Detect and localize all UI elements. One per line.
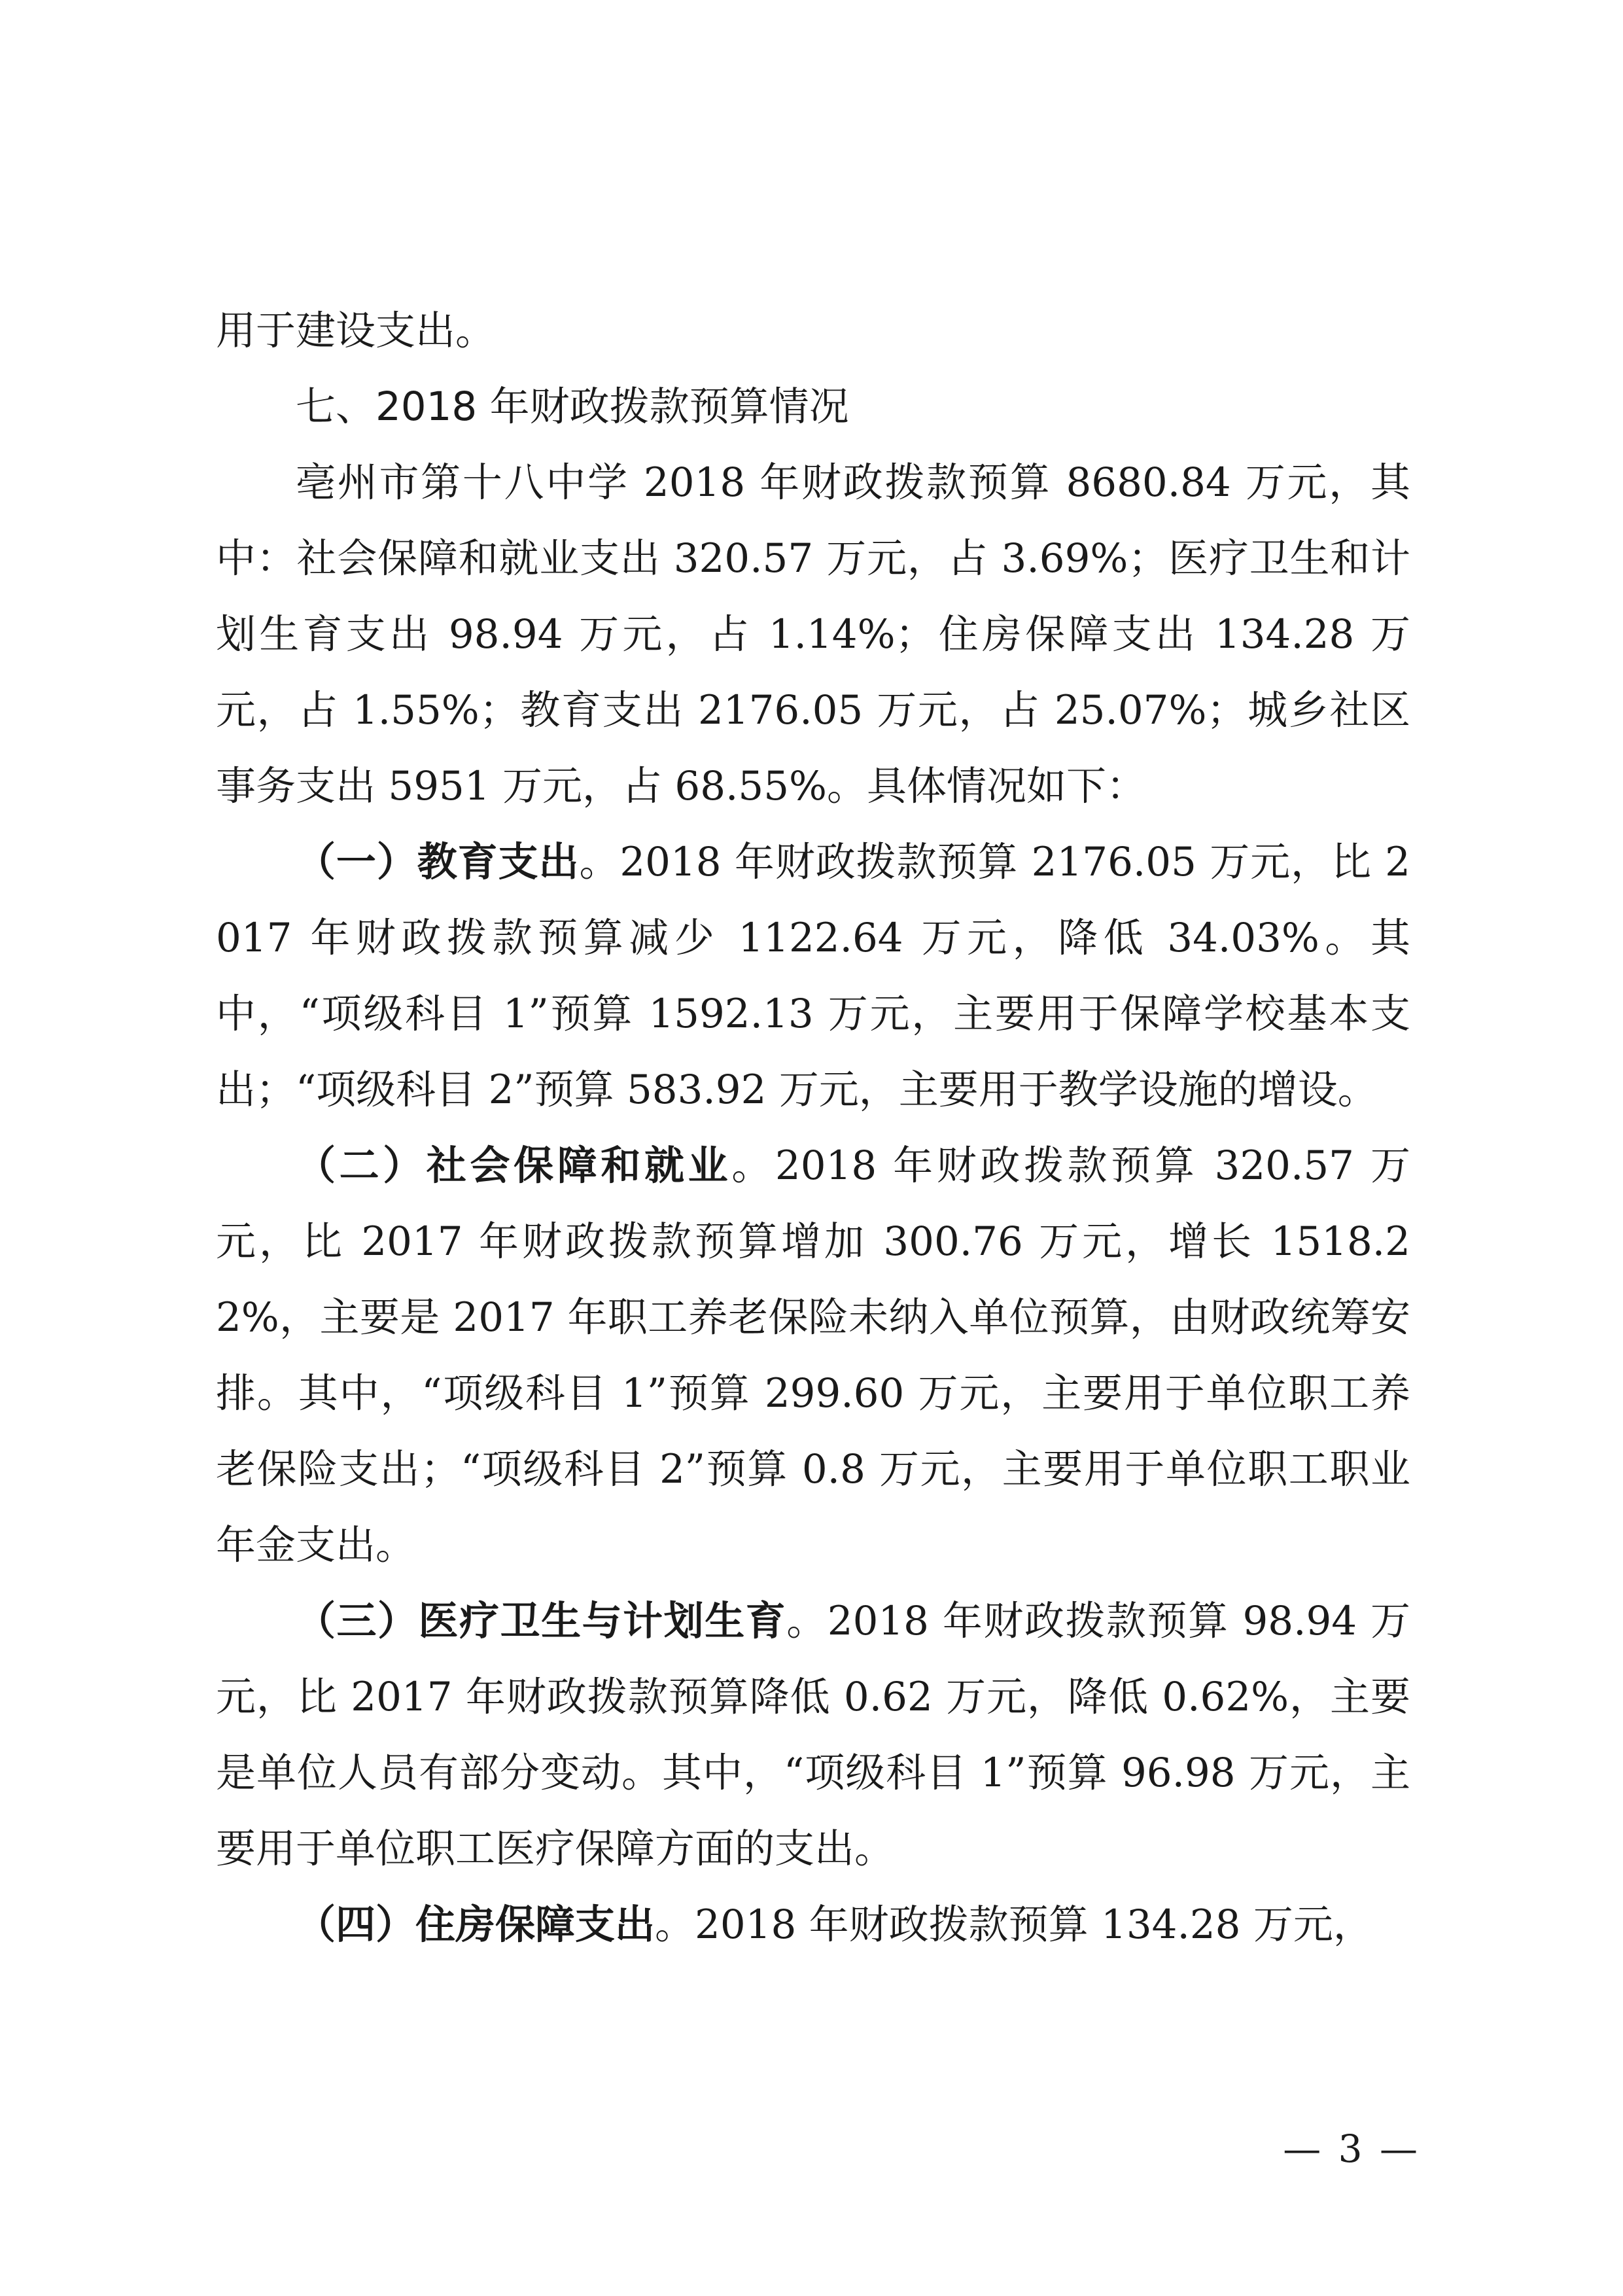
health-title: （三）医疗卫生与计划生育 bbox=[296, 1598, 787, 1644]
social-security-title: （二）社会保障和就业 bbox=[296, 1142, 732, 1189]
section-heading: 七、2018 年财政拨款预算情况 bbox=[296, 383, 849, 430]
health-body: 。2018 年财政拨款预算 98.94 万元，比 2017 年财政拨款预算降低 0.62 万元，降低 0.62%，主要是单位人员有部分变动。其中，“项级科目 1”预算 96.98 万元，主要用于单位职工医疗保障方面的支出。 bbox=[216, 1598, 1410, 1872]
education-paragraph bbox=[216, 824, 1410, 1128]
education-title: （一）教育支出 bbox=[296, 839, 580, 885]
summary-paragraph: 亳州市第十八中学 2018 年财政拨款预算 8680.84 万元，其中：社会保障和就业支出 320.57 万元，占 3.69%；医疗卫生和计划生育支出 98.94 万元，占 1.14%；住房保障支出 134.28 万元，占 1.55%；教育支出 2176.05 万元，占 25.07%；城乡社区事务支出 5951 万元，占 68.55%。具体情况如下： bbox=[216, 459, 1410, 809]
page-number: — 3 — bbox=[1283, 2127, 1420, 2171]
continuation-paragraph: 用于建设支出。 bbox=[216, 308, 496, 354]
housing-title: （四）住房保障支出 bbox=[296, 1901, 655, 1948]
housing-paragraph bbox=[216, 1887, 1410, 1963]
education-body: 。2018 年财政拨款预算 2176.05 万元，比 2017 年财政拨款预算减少 1122.64 万元，降低 34.03%。其中，“项级科目 1”预算 1592.13 万元，主要用于保障学校基本支出；“项级科目 2”预算 583.92 万元，主要用于教学设施的增设。 bbox=[216, 839, 1410, 1113]
housing-body: 。2018 年财政拨款预算 134.28 万元， bbox=[655, 1901, 1373, 1948]
social-security-body: 。2018 年财政拨款预算 320.57 万元，比 2017 年财政拨款预算增加 300.76 万元，增长 1518.22%，主要是 2017 年职工养老保险未纳入单位预算，由财政统筹安排。其中，“项级科目 1”预算 299.60 万元，主要用于单位职工养老保险支出；“项级科目 2”预算 0.8 万元，主要用于单位职工职业年金支出。 bbox=[216, 1142, 1410, 1568]
document-page bbox=[216, 293, 1410, 1963]
social-security-paragraph bbox=[216, 1128, 1410, 1583]
health-paragraph bbox=[216, 1583, 1410, 1887]
